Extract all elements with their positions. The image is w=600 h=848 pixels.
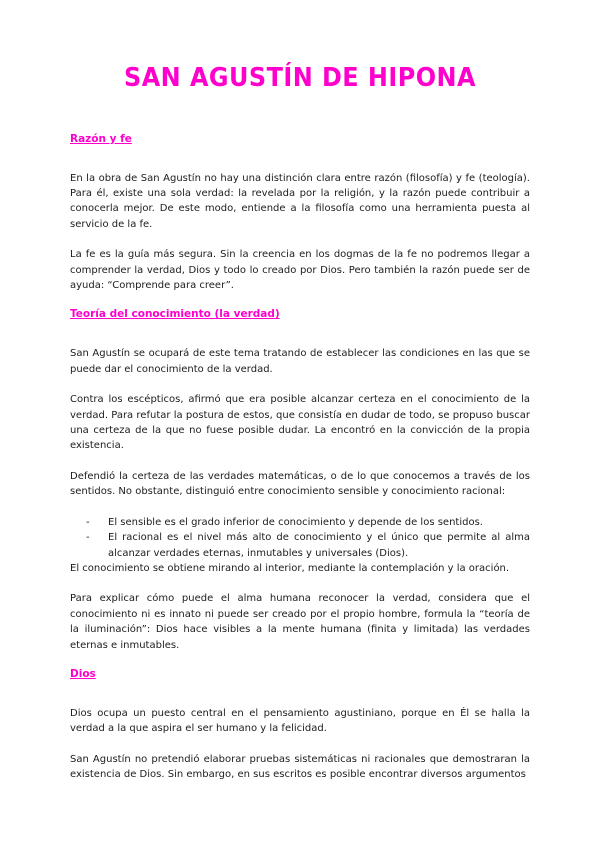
section-dios xyxy=(70,668,530,783)
document-title: SAN AGUSTÍN DE HIPONA xyxy=(124,63,476,93)
bullet-item xyxy=(86,515,530,530)
section-razon-y-fe xyxy=(70,133,530,294)
paragraph: Defendió la certeza de las verdades matemáticas, o de lo que conocemos a través de los sentidos. No obstante, distinguió entre conocimiento sensible y conocimiento racional: xyxy=(70,470,530,498)
paragraph: San Agustín se ocupará de este tema tratando de establecer las condiciones en las que se puede dar el conocimiento de la verdad. xyxy=(70,348,530,375)
paragraph: Contra los escépticos, afirmó que era posible alcanzar certeza en el conocimiento de la verdad. Para refutar la postura de estos, que consistía en dudar de todo, se propuso buscar una certeza de la que no fuese posible dudar. La encontró en la convicción de la propia existencia. xyxy=(70,394,530,452)
paragraph: El conocimiento se obtiene mirando al interior, mediante la contemplación y la oración. xyxy=(70,562,510,574)
paragraph: En la obra de San Agustín no hay una distinción clara entre razón (filosofía) y fe (teología). Para él, existe una sola verdad: la revelada por la religión, y la razón puede contribuir a conocerla mejor. De este modo, entiende a la filosofía como una herramienta puesta al servicio de la fe. xyxy=(70,172,530,230)
section-heading-teoria-del-conocimiento: Teoría del conocimiento (la verdad) xyxy=(70,308,280,321)
section-heading-razon-y-fe: Razón y fe xyxy=(70,132,132,145)
bullet-list xyxy=(86,515,530,561)
bullet-text: El racional es el nivel más alto de conocimiento y el único que permite al alma alcanzar verdades eternas, inmutables y universales (Dios). xyxy=(108,532,530,559)
bullet-text: El sensible es el grado inferior de conocimiento y depende de los sentidos. xyxy=(108,516,483,528)
paragraph: La fe es la guía más segura. Sin la creencia en los dogmas de la fe no podremos llegar a comprender la verdad, Dios y todo lo creado por Dios. Pero también la razón puede ser de ayuda: “Comprende para creer”. xyxy=(70,249,530,292)
section-teoria-del-conocimiento xyxy=(70,308,530,653)
bullet-dash: - xyxy=(86,516,90,528)
section-heading-dios: Dios xyxy=(70,667,96,680)
paragraph: San Agustín no pretendió elaborar pruebas sistemáticas ni racionales que demostraran la existencia de Dios. Sin embargo, en sus escritos es posible encontrar diversos argumentos xyxy=(70,753,530,781)
bullet-dash: - xyxy=(86,532,90,544)
paragraph: Para explicar cómo puede el alma humana reconocer la verdad, considera que el conocimiento ni es innato ni puede ser creado por el propio hombre, formula la “teoría de la iluminación”: Dios hace visibles a la mente humana (finita y limitada) las verdades eternas e inmutables. xyxy=(70,593,530,651)
paragraph: Dios ocupa un puesto central en el pensamiento agustiniano, porque en Él se halla la verdad a la que aspira el ser humano y la felicidad. xyxy=(70,707,530,735)
bullet-item xyxy=(86,530,530,561)
